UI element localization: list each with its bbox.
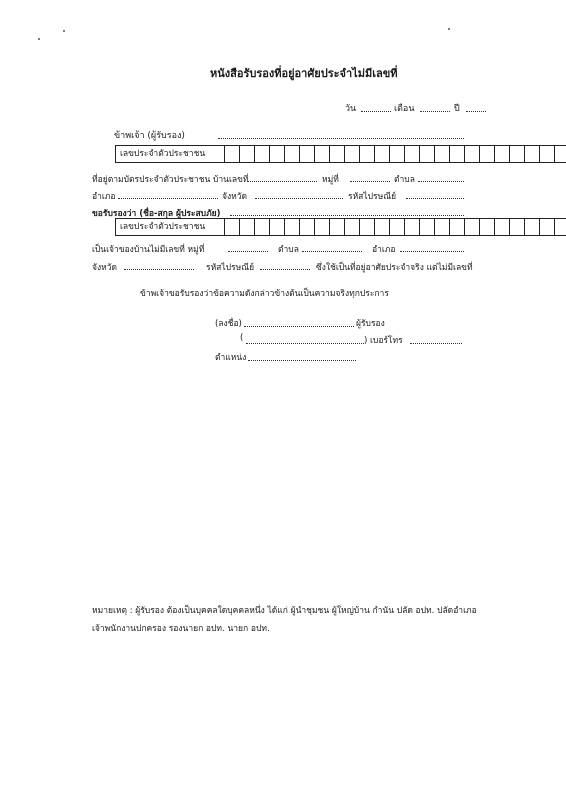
id-digit-cell[interactable] [345,219,360,235]
id-digit-cell[interactable] [285,219,300,235]
address-moo-field[interactable] [350,181,390,182]
id-digit-cell[interactable] [555,219,566,235]
id-digit-cell[interactable] [240,219,255,235]
residence-statement: ซึ่งใช้เป็นที่อยู่อาศัยประจำจริง แต่ไม่มีเลขที่ [316,263,473,273]
id-digit-cell[interactable] [420,146,435,162]
owner-postcode-field[interactable] [260,269,310,270]
id-digit-cell[interactable] [345,146,360,162]
address-house-label: ที่อยู่ตามบัตรประจำตัวประชาชน บ้านเลขที่ [92,175,249,185]
address-tambon-label: ตำบล [394,175,415,185]
note-line-1: หมายเหตุ : ผู้รับรอง ต้องเป็นบุคคลใดบุคคลหนึ่ง ได้แก่ ผู้นำชุมชน ผู้ใหญ่บ้าน กำนัน ปลัด อปท. ปลัดอำเภอ [92,606,477,616]
date-year-field[interactable] [466,111,486,112]
position-field[interactable] [248,360,356,361]
id-digit-cell[interactable] [405,146,420,162]
signature-field[interactable] [244,326,354,327]
address-house-field[interactable] [247,181,317,182]
declaration-text: ข้าพเจ้าขอรับรองว่าข้อความดังกล่าวข้างต้นเป็นความจริงทุกประการ [140,289,389,299]
id-digit-cell[interactable] [375,219,390,235]
note-line-2: เจ้าพนักงานปกครอง รองนายก อปท. นายก อปท. [92,624,270,634]
id-digit-cell[interactable] [465,219,480,235]
position-label: ตำแหน่ง [215,353,247,363]
id-digit-cell[interactable] [420,219,435,235]
address-moo-label: หมู่ที่ [322,175,339,185]
owner-tambon-field[interactable] [302,251,362,252]
id-digit-cell[interactable] [255,146,270,162]
address-province-label: จังหวัด [222,192,248,202]
address-province-field[interactable] [255,198,343,199]
owner-province-label: จังหวัด [92,263,118,273]
date-month-field[interactable] [420,111,450,112]
certifier-role-label: ผู้รับรอง [356,319,385,329]
id-digit-cell[interactable] [270,219,285,235]
id-digit-cell[interactable] [300,219,315,235]
address-postcode-label: รหัสไปรษณีย์ [348,192,397,202]
id-digit-cell[interactable] [525,219,540,235]
id-digit-cell[interactable] [255,219,270,235]
id-digit-cell[interactable] [435,146,450,162]
owner-moo-label: เป็นเจ้าของบ้านไม่มีเลขที่ หมู่ที่ [92,245,205,255]
id-digit-cell[interactable] [480,219,495,235]
date-year-label: ปี [454,104,460,114]
id-digit-cell[interactable] [315,146,330,162]
scan-speck [38,38,40,40]
address-amphoe-field[interactable] [118,198,218,199]
id-digit-cell[interactable] [360,219,375,235]
id-digit-cell[interactable] [495,146,510,162]
document-title: หนังสือรับรองที่อยู่อาศัยประจำไม่มีเลขที่ [210,67,398,80]
certify-that-label: ขอรับรองว่า (ชื่อ-สกุล ผู้ประสบภัย) [92,209,221,219]
date-month-label: เดือน [394,104,415,114]
certifier-label: ข้าพเจ้า (ผู้รับรอง) [114,131,185,141]
id-digit-cell[interactable] [330,146,345,162]
address-postcode-field[interactable] [406,198,464,199]
id-digit-cell[interactable] [225,219,240,235]
victim-id-box[interactable] [115,218,566,236]
id-digit-cell[interactable] [360,146,375,162]
id-label: เลขประจำตัวประชาชน [116,146,225,162]
id-digit-cell[interactable] [510,146,525,162]
id-digit-cell[interactable] [495,219,510,235]
owner-tambon-label: ตำบล [278,245,299,255]
scan-speck [63,30,65,32]
id-digit-cell[interactable] [330,219,345,235]
id-digit-cell[interactable] [450,146,465,162]
id-digit-cell[interactable] [300,146,315,162]
phone-label: ) เบอร์โทร [364,336,403,346]
date-day-label: วัน [345,104,357,114]
id-digit-cell[interactable] [510,219,525,235]
owner-amphoe-label: อำเภอ [372,245,396,255]
id-digit-cell[interactable] [225,146,240,162]
phone-field[interactable] [410,343,462,344]
printed-name-field[interactable] [246,343,364,344]
paren-open: ( [240,333,244,343]
certifier-id-box[interactable] [115,145,566,163]
id-digit-cell[interactable] [465,146,480,162]
id-label: เลขประจำตัวประชาชน [116,219,225,235]
id-digit-cell[interactable] [375,146,390,162]
address-amphoe-label: อำเภอ [92,192,116,202]
id-digit-cell[interactable] [435,219,450,235]
owner-amphoe-field[interactable] [400,251,464,252]
id-digit-cell[interactable] [390,219,405,235]
owner-moo-field[interactable] [228,251,268,252]
owner-province-field[interactable] [124,269,194,270]
id-digit-cell[interactable] [270,146,285,162]
sign-label: (ลงชื่อ) [215,319,242,329]
id-digit-cell[interactable] [555,146,566,162]
id-digit-cell[interactable] [450,219,465,235]
certifier-name-field[interactable] [218,138,464,139]
id-digit-cell[interactable] [315,219,330,235]
id-digit-cell[interactable] [285,146,300,162]
owner-postcode-label: รหัสไปรษณีย์ [206,263,255,273]
victim-name-field[interactable] [230,215,464,216]
id-digit-cell[interactable] [240,146,255,162]
address-tambon-field[interactable] [418,181,464,182]
id-digit-cell[interactable] [540,146,555,162]
id-digit-cell[interactable] [540,219,555,235]
id-digit-cell[interactable] [405,219,420,235]
id-digit-cell[interactable] [525,146,540,162]
id-digit-cell[interactable] [390,146,405,162]
scan-speck [448,28,450,30]
id-digit-cell[interactable] [480,146,495,162]
date-day-field[interactable] [361,111,391,112]
